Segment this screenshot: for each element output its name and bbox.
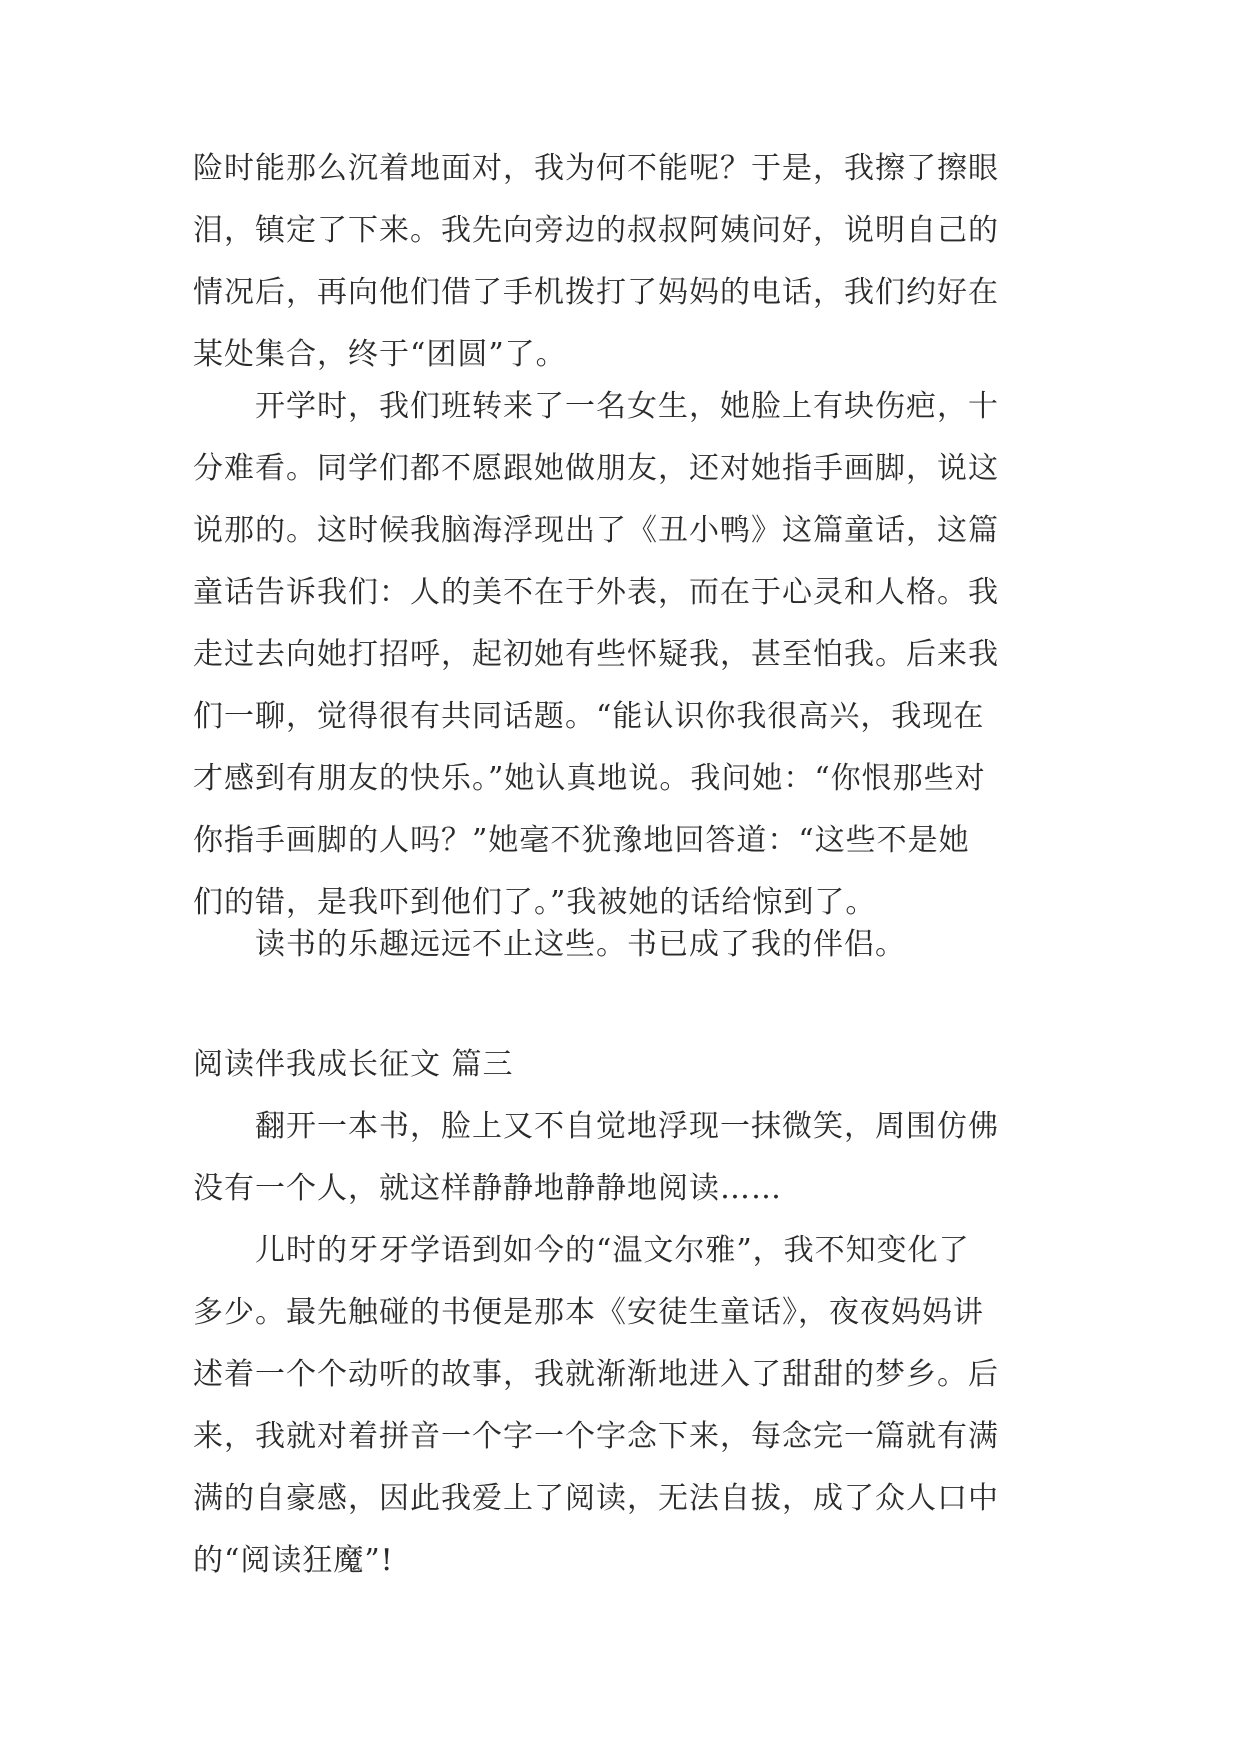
text-line: 险时能那么沉着地面对，我为何不能呢？于是，我擦了擦眼 — [193, 151, 999, 186]
text-line: 来，我就对着拼音一个字一个字念下来，每念完一篇就有满 — [193, 1419, 999, 1454]
paragraph-continued — [193, 138, 1061, 386]
text-line: 的“阅读狂魔”! — [193, 1543, 394, 1578]
section-heading-block — [193, 1034, 1061, 1096]
paragraph-childhood — [193, 1220, 1061, 1592]
paragraph-open-book — [193, 1096, 1061, 1220]
text-line: 满的自豪感，因此我爱上了阅读，无法自拔，成了众人口中 — [193, 1481, 999, 1516]
text-line: 才感到有朋友的快乐。”她认真地说。我问她：“你恨那些对 — [193, 761, 986, 796]
paragraph-new-classmate — [193, 376, 1061, 934]
text-line: 说那的。这时候我脑海浮现出了《丑小鸭》这篇童话，这篇 — [193, 513, 999, 548]
section-heading: 阅读伴我成长征文 篇三 — [193, 1047, 514, 1082]
text-line: 某处集合，终于“团圆”了。 — [193, 337, 567, 372]
text-line: 翻开一本书，脸上又不自觉地浮现一抹微笑，周围仿佛 — [255, 1109, 999, 1144]
text-line: 开学时，我们班转来了一名女生，她脸上有块伤疤，十 — [255, 389, 999, 424]
paragraph-reading-joy — [193, 914, 1061, 976]
text-line: 读书的乐趣远远不止这些。书已成了我的伴侣。 — [255, 927, 906, 962]
text-line: 童话告诉我们：人的美不在于外表，而在于心灵和人格。我 — [193, 575, 999, 610]
text-line: 情况后，再向他们借了手机拨打了妈妈的电话，我们约好在 — [193, 275, 999, 310]
text-line: 们的错，是我吓到他们了。”我被她的话给惊到了。 — [193, 885, 877, 920]
text-line: 分难看。同学们都不愿跟她做朋友，还对她指手画脚，说这 — [193, 451, 999, 486]
text-line: 多少。最先触碰的书便是那本《安徒生童话》，夜夜妈妈讲 — [193, 1295, 984, 1330]
text-line: 泪，镇定了下来。我先向旁边的叔叔阿姨问好，说明自己的 — [193, 213, 999, 248]
text-line: 述着一个个动听的故事，我就渐渐地进入了甜甜的梦乡。后 — [193, 1357, 999, 1392]
text-line: 儿时的牙牙学语到如今的“温文尔雅”，我不知变化了 — [255, 1233, 970, 1268]
text-line: 们一聊，觉得很有共同话题。“能认识你我很高兴，我现在 — [193, 699, 985, 734]
text-line: 走过去向她打招呼，起初她有些怀疑我，甚至怕我。后来我 — [193, 637, 999, 672]
text-line: 没有一个人，就这样静静地静静地阅读…… — [193, 1171, 782, 1206]
text-line: 你指手画脚的人吗？”她毫不犹豫地回答道：“这些不是她 — [193, 823, 970, 858]
